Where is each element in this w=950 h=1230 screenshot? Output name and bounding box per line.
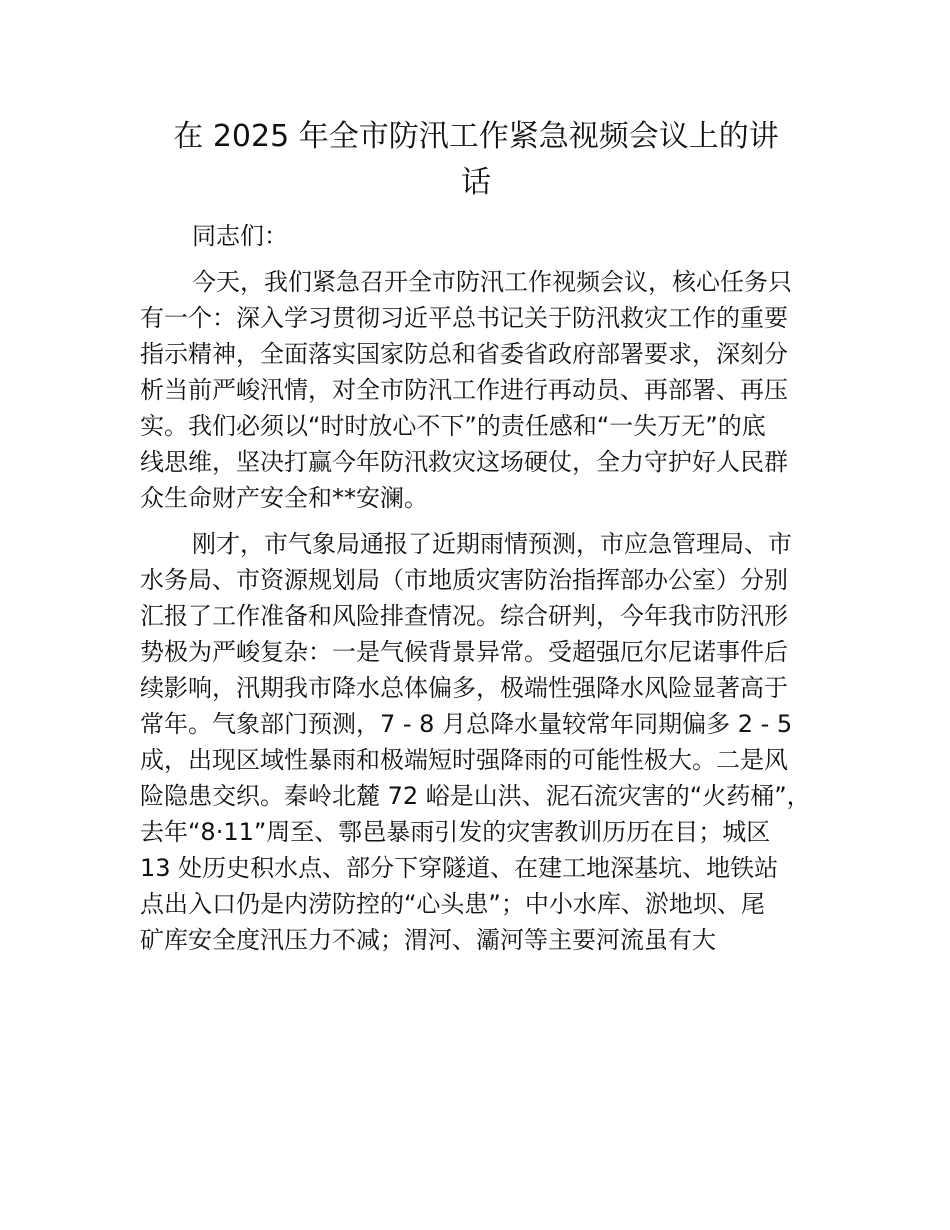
paragraph-line: 线思维，坚决打赢今年防汛救灾这场硬仗，全力守护好人民群 — [140, 448, 788, 476]
paragraph-line: 点出入口仍是内涝防控的“心头患”；中小水库、淤地坝、尾 — [140, 890, 765, 918]
paragraph-line: 势极为严峻复杂：一是气候背景异常。受超强厄尔尼诺事件后 — [140, 638, 788, 666]
paragraph-line: 今天，我们紧急召开全市防汛工作视频会议，核心任务只 — [192, 268, 792, 296]
paragraph-line: 众生命财产安全和**安澜。 — [140, 484, 428, 512]
paragraph-2 — [140, 526, 820, 958]
paragraph-line: 13 处历史积水点、部分下穿隧道、在建工地深基坑、地铁站 — [140, 854, 779, 882]
paragraph-line: 汇报了工作准备和风险排查情况。综合研判，今年我市防汛形 — [140, 602, 788, 630]
paragraph-line: 实。我们必须以“时时放心不下”的责任感和“一失万无”的底 — [140, 412, 766, 440]
paragraph-line: 矿库安全度汛压力不减；渭河、灞河等主要河流虽有大 — [140, 926, 716, 954]
paragraph-line: 有一个：深入学习贯彻习近平总书记关于防汛救灾工作的重要 — [140, 304, 788, 332]
paragraph-line: 析当前严峻汛情，对全市防汛工作进行再动员、再部署、再压 — [140, 376, 788, 404]
paragraph-1 — [140, 264, 820, 516]
document-body — [140, 218, 820, 958]
paragraph-line: 刚才，市气象局通报了近期雨情预测，市应急管理局、市 — [192, 530, 792, 558]
title-line: 在 2025 年全市防汛工作紧急视频会议上的讲 — [173, 119, 779, 154]
title-line: 话 — [461, 165, 491, 200]
paragraph-line: 成，出现区域性暴雨和极端短时强降雨的可能性极大。二是风 — [140, 746, 788, 774]
paragraph-line: 常年。气象部门预测，7 - 8 月总降水量较常年同期偏多 2 - 5 — [140, 710, 793, 738]
document-title — [140, 114, 812, 206]
paragraph-line: 去年“8·11”周至、鄠邑暴雨引发的灾害教训历历在目；城区 — [140, 818, 771, 846]
paragraph-line: 险隐患交织。秦岭北麓 72 峪是山洪、泥石流灾害的“火药桶”， — [140, 782, 811, 810]
paragraph-line: 水务局、市资源规划局（市地质灾害防治指挥部办公室）分别 — [140, 566, 788, 594]
salutation: 同志们： — [192, 222, 288, 250]
paragraph-line: 指示精神，全面落实国家防总和省委省政府部署要求，深刻分 — [140, 340, 788, 368]
paragraph-line: 续影响，汛期我市降水总体偏多，极端性强降水风险显著高于 — [140, 674, 788, 702]
